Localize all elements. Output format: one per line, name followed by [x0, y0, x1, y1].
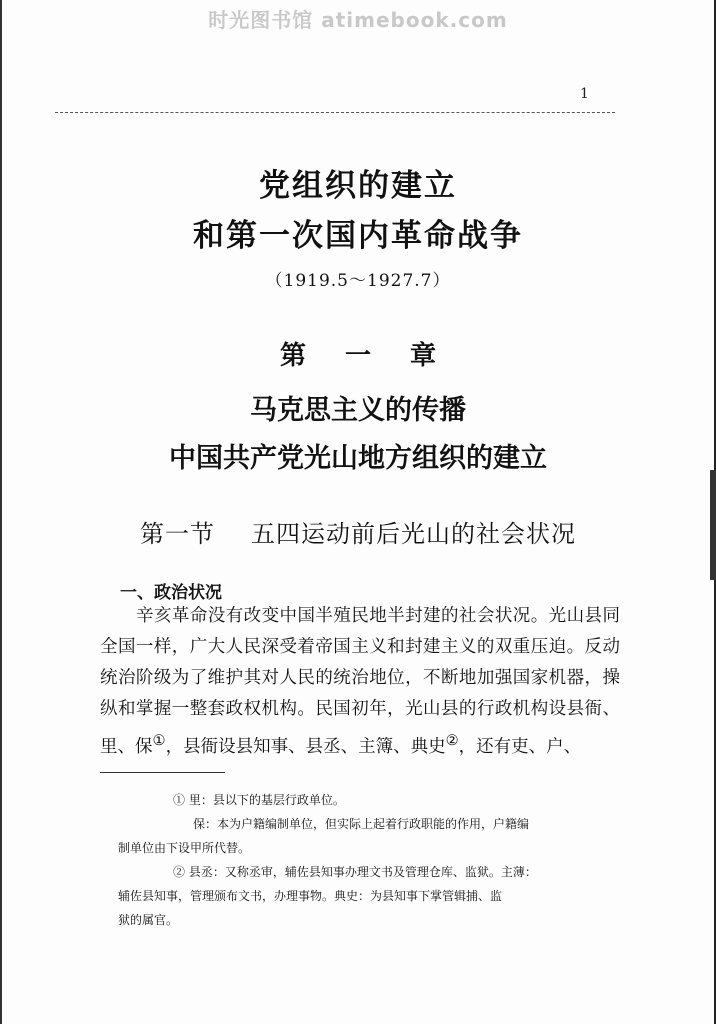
footnote-2-line2: 辅佐县知事，管理颁布文书，办理事物。典史：为县知事下掌管辑捕、监 [118, 889, 503, 903]
period: （1919.5～1927.7） [265, 271, 451, 291]
section-title-text: 五四运动前后光山的社会状况 [251, 520, 576, 548]
body-paragraph [100, 601, 620, 763]
section-title [0, 514, 716, 549]
body-text-part2: ，县衙设县知事、县丞、主簿、典史 [165, 736, 446, 757]
footnotes [118, 788, 588, 932]
footnote-2-line3: 狱的属官。 [118, 913, 179, 927]
footnote-2-line1: ② 县丞：又称丞审，辅佐县知事办理文书及管理仓库、监狱。主薄： [173, 865, 537, 879]
footnote-1-line2: 保：本为户籍编制单位，但实际上起着行政职能的作用，户籍编 [193, 817, 530, 831]
page-number: 1 [580, 86, 589, 102]
footnote-1-line1: ① 里：县以下的基层行政单位。 [173, 793, 345, 807]
part-title-line2: 和第一次国内革命战争 [193, 218, 523, 254]
section-number: 第一节 [140, 520, 215, 548]
chapter-title-line2: 中国共产党光山地方组织的建立 [169, 443, 547, 474]
header-rule [55, 112, 615, 113]
part-title-line1: 党组织的建立 [259, 168, 457, 204]
chapter-title-line1: 马克思主义的传播 [250, 395, 466, 426]
chapter-label: 第 一 章 [279, 341, 437, 371]
body-text-part3: ，还有吏、户、 [458, 736, 582, 757]
footnote-ref-1: ① [152, 732, 166, 749]
footnote-ref-2: ② [445, 732, 459, 749]
watermark: 时光图书馆 atimebook.com [208, 8, 508, 32]
footnote-1-line3: 制单位由下设甲所代替。 [118, 841, 251, 855]
page-left-edge [0, 0, 2, 1024]
subsection-heading: 一、政治状况 [120, 583, 222, 603]
footnote-rule [100, 772, 225, 773]
body-text-part1: 辛亥革命没有改变中国半殖民地半封建的社会状况。光山县同全国一样，广大人民深受着帝国主义和封建主义的双重压迫。反动统治阶级为了维护其对人民的统治地位，不断地加强国家机器，操纵和掌握一整套政权机构。民国初年，光山县的行政机构设县衙、里、保 [100, 606, 620, 757]
